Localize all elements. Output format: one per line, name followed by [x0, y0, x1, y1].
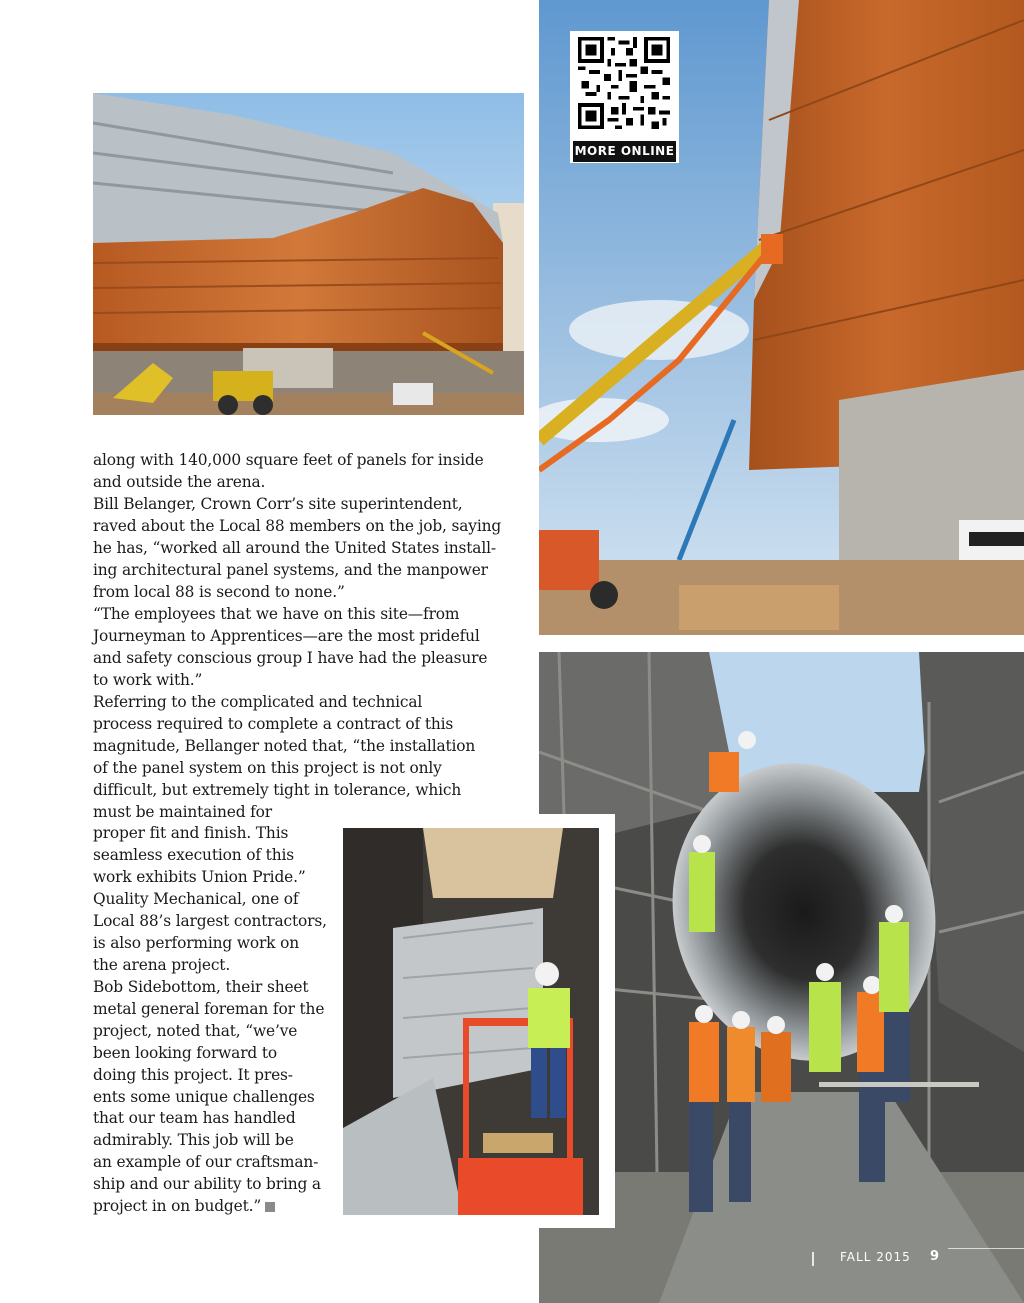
end-of-article-mark — [265, 1202, 275, 1212]
article-paragraph-6 — [93, 977, 324, 1218]
article-paragraph-2: Bill Belanger, Crown Corr’s site superintendent, raved about the Local 88 members on the job, saying he has, “worked all around the United States install- ing architectural panel systems, and the manpower from local 88 is second to none.” — [93, 495, 502, 601]
article-paragraph-4: Referring to the complicated and technical process required to complete a contract of this magnitude, Bellanger noted that, “the installation of the panel system on this project is not only difficult, but extremely tight in tolerance, which must be maintained for proper fit and finish. This seamless execution of this work exhibits Union Pride.” — [93, 693, 476, 887]
article-paragraph-6-text: Bob Sidebottom, their sheet metal general foreman for the project, noted that, “we’ve been looking forward to doing this project. It pres- ents some unique challenges that our team has handled admirably. This job will be an example of our craftsman- ship and our ability to bring a project in on budget.” — [93, 978, 325, 1216]
page-number: 9 — [930, 1249, 940, 1264]
folio-divider — [812, 1252, 814, 1266]
article-paragraph-3: “The employees that we have on this site—from Journeyman to Apprentices—are the most prideful and safety conscious group I have had the pleasure to work with.” — [93, 605, 488, 689]
page-folio — [810, 1248, 1024, 1270]
qr-code-badge[interactable] — [570, 31, 679, 163]
article-paragraph-1: along with 140,000 square feet of panels for inside and outside the arena. — [93, 451, 484, 491]
folio-rule — [948, 1248, 1024, 1249]
arena-exterior-photo — [93, 93, 524, 415]
issue-date: FALL 2015 — [840, 1250, 911, 1264]
article-paragraph-5: Quality Mechanical, one of Local 88’s largest contractors, is also performing work on the arena project. — [93, 890, 327, 974]
qr-code-icon[interactable] — [578, 37, 670, 129]
more-online-label[interactable]: MORE ONLINE — [573, 141, 676, 162]
